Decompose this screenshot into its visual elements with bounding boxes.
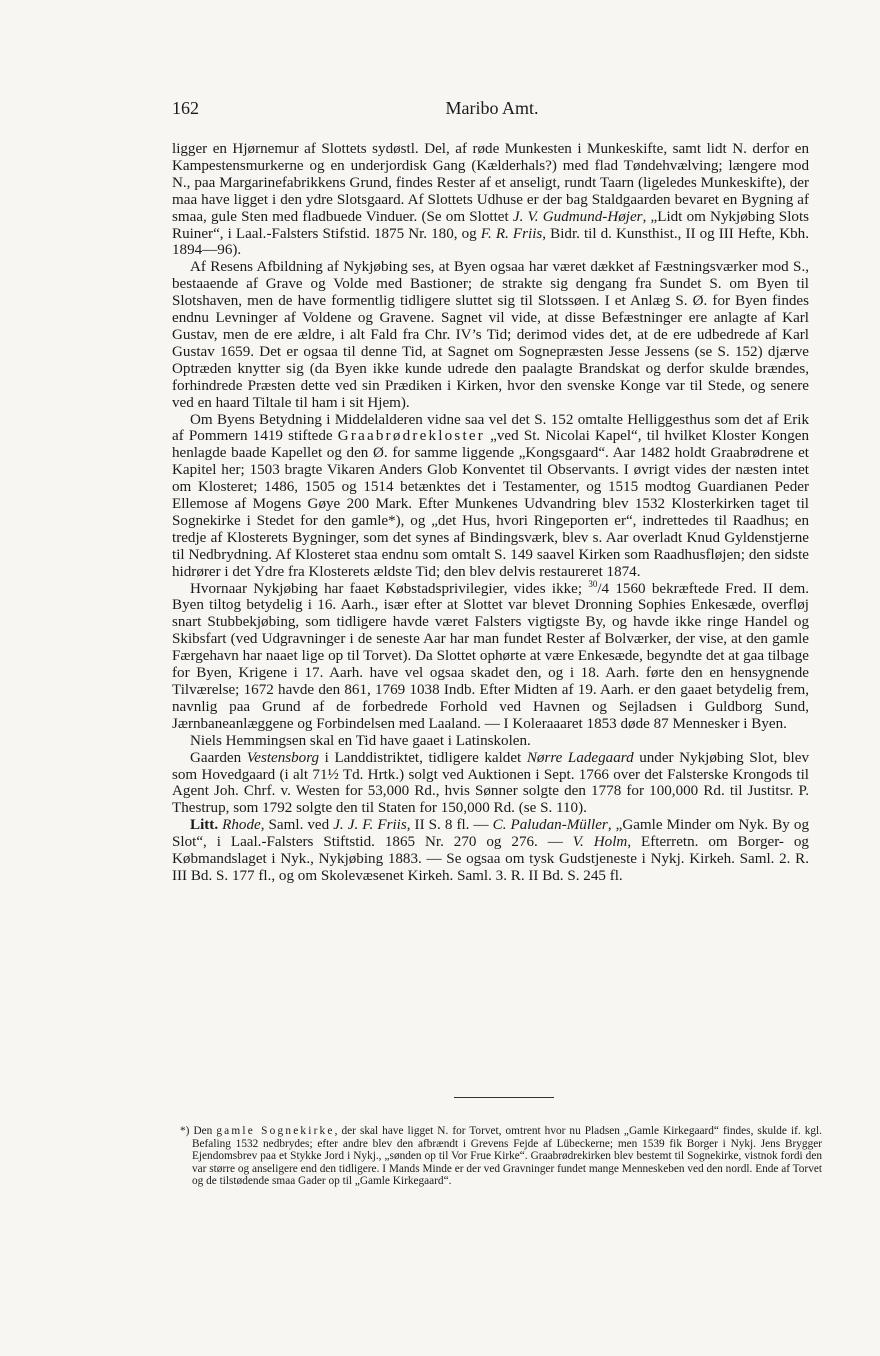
footnote: *) Den gamle Sognekirke, der skal have ligget N. for Torvet, omtrent hvor nu Pladsen „Gamle Kirkegaard“ findes, skulde if. kgl. Befaling 1532 nedbrydes; efter andre blev den afbrændt i Grevens Fejde af Lübeckerne; men 1539 fik Borger i Nykj. Jens Brygger Ejendomsbrev paa et Stykke Jord i Nykj., „sønden op til Vor Frue Kirke“. Graabrødrekirken blev bestemt til Sognekirke, vistnok fordi den var større og anseligere end den tidligere. I Mands Minde er der ved Gravninger fundet mange Menneskeben ved den nordl. Ende af Torvet og de tilstødende smaa Gader op til „Gamle Kirkegaard“. (180, 1125, 822, 1188)
paragraph-6: Gaarden Vestensborg i Landdistriktet, tidligere kaldet Nørre Ladegaard under Nykjøbing Slot, blev som Hovedgaard (i alt 71½ Td. Hrtk.) solgt ved Auktionen i Sept. 1766 over det Falsterske Krongods til Agent Joh. Chrf. v. Westen for 53,000 Rd., hvis Sønner solgte den 1778 for 100,000 Rd. til Justitsr. P. Thestrup, som 1792 solgte den til Staten for 150,000 Rd. (se S. 110). (172, 749, 809, 817)
date-subscript: /4 (597, 580, 610, 597)
spaced-term: gamle Sognekirke (216, 1125, 335, 1137)
spaced-term: Graabrødrekloster (337, 428, 485, 445)
literature-label: Litt. (190, 817, 219, 834)
author-name: J. V. Gudmund-Højer (512, 208, 643, 225)
author-name: J. J. F. Friis (333, 817, 407, 834)
author-name: C. Paludan-Müller (492, 817, 608, 834)
estate-name: Nørre Ladegaard (526, 749, 634, 766)
footnote-divider (454, 1097, 554, 1098)
page-number: 162 (172, 98, 199, 118)
author-name: F. R. Friis (480, 225, 543, 242)
paragraph-1: ligger en Hjørnemur af Slottets sydøstl. Del, af røde Munkesten i Munkeskifte, samt lidt N. derfor en Kampestensmurkerne og en underjordisk Gang (Kælderhals?) med flad Tøndehvælving; længere mod N., paa Margarinefabrikkens Grund, findes Rester af et anseligt, rundt Taarn (ligeledes Munkeskifte), der maa have ligget i den ydre Slotsgaard. Af Slottets Udhuse er der bag Staldgaarden bevaret en Bygning af smaa, gule Sten med fladbuede Vinduer. (Se om Slottet J. V. Gudmund-Højer, „Lidt om Nykjøbing Slots Ruiner“, i Laal.-Falsters Stifstid. 1875 Nr. 180, og F. R. Friis, Bidr. til d. Kunsthist., II og III Hefte, Kbh. 1894—96). (172, 141, 810, 259)
author-name: V. Holm (572, 834, 628, 851)
footnote-marker: *) (180, 1125, 190, 1137)
paragraph-3: Om Byens Betydning i Middelalderen vidne saa vel det S. 152 omtalte Helliggesthus som det af Erik af Pommern 1419 stiftede Graabrødrekloster „ved St. Nicolai Kapel“, til hvilket Kloster Kongen henlagde baade Kapellet og den Ø. for samme liggende „Kongsgaard“. Aar 1482 holdt Graabrødrene et Kapitel her; 1503 bragte Vikaren Anders Glob Konventet til Observants. I øvrigt vides der næsten intet om Klosteret; 1486, 1505 og 1514 betænktes det i Testamenter, og 1515 modtog Guardianen Peder Ellemose af Mogens Gøye 200 Mark. Efter Munkenes Udvandring blev 1532 Klosterkirken taget til Sognekirke i Stedet for den gamle*), og „det Hus, hvori Ringeporten er“, indrettedes til Raadhus; en tredje af Klosterets Bygninger, som det synes af Bindingsværk, blev s. Aar overladt Knud Gyldenstjerne til Nedbrydning. Af Klosteret staa endnu som omtalt S. 149 saavel Kirken som Raadhusfløjen; den sidste hidrører i det Ydre fra Klosterets ældste Tid; den blev delvis restaureret 1874. (172, 411, 809, 580)
estate-name: Vestensborg (246, 749, 320, 766)
paragraph-5: Niels Hemmingsen skal en Tid have gaaet i Latinskolen. (190, 732, 531, 749)
date-superscript: 30 (588, 578, 598, 589)
paragraph-4: Hvornaar Nykjøbing har faaet Købstadsprivilegier, vides ikke; $^{30}$/4 1560 bekræftede Fred. II dem. Byen tiltog betydelig i 16. Aarh., især efter at Slottet var blevet Dronning Sophies Enkesæde, overfløj snart Stubbekjøbing, som tidligere havde været Falsters vigtigste By, og havde ikke ringe Handel og Skibsfart (ved Udgravninger i de seneste Aar har man fundet Rester af Bolværker, der vise, at den gamle Færgehavn har naaet lige op til Torvet). Da Slottet ophørte at være Enkesæde, begyndte det at gaa tilbage for Byen, Krigene i 17. Aarh. have vel ogsaa skadet den, og i 18. Aarh. førte den en hensygnende Tilværelse; 1672 havde den 861, 1769 1038 Indb. Efter Midten af 19. Aarh. er den gaaet betydelig frem, navnlig paa Grund af de forbedrede Forhold ved Havnen og Sejladsen i Guldborg Sund, Jærnbaneanlæggene og Forbindelsen med Laaland. — I Koleraaaret 1853 døde 87 Mennesker i Byen. (172, 578, 809, 732)
paragraph-2: Af Resens Afbildning af Nykjøbing ses, at Byen ogsaa har været dækket af Fæstningsværker mod S., bestaaende af Grave og Volde med Bastioner; de strakte sig dengang fra Sundet S. om Byen til Slotshaven, men de have formentlig tidligere sluttet sig til Slotssøen. I et Anlæg S. Ø. for Byen findes endnu Levninger af Voldene og Gravene. Sagnet vil vide, at disse Befæstninger ere anlagte af Karl Gustav, men de ere ældre, i alt Fald fra Chr. IV’s Tid; derimod vides det, at de ere udbedrede af Karl Gustav 1659. Det er ogsaa til denne Tid, at Sagnet om Sognepræsten Jesse Jessens (se S. 152) djærve Optræden knytter sig (da Byen ikke kunde udrede den paalagte Brandskat og derfor skulde brændes, forhindrede Præsten dette ved sin Prædiken i Kirken, hvor den svenske Konge var til Stede, og senere ved en haard Tiltale til ham i sit Hjem). (172, 259, 809, 411)
literature-paragraph: Litt. Rhode, Saml. ved J. J. F. Friis, II S. 8 fl. — C. Paludan-Müller, „Gamle Minder om Nyk. By og Slot“, i Laal.-Falsters Stiftstid. 1865 Nr. 270 og 276. — V. Holm, Efterretn. om Borger- og Købmandslaget i Nyk., Nykjøbing 1883. — Se ogsaa om tysk Gudstjeneste i Nykj. Kirkeh. Saml. 2. R. III Bd. S. 177 fl., og om Skolevæsenet Kirkeh. Saml. 3. R. II Bd. S. 245 fl. (172, 817, 810, 884)
running-head: Maribo Amt. (445, 98, 539, 118)
page-header (172, 98, 812, 124)
body-text (172, 141, 809, 885)
author-name: Rhode (222, 817, 261, 834)
